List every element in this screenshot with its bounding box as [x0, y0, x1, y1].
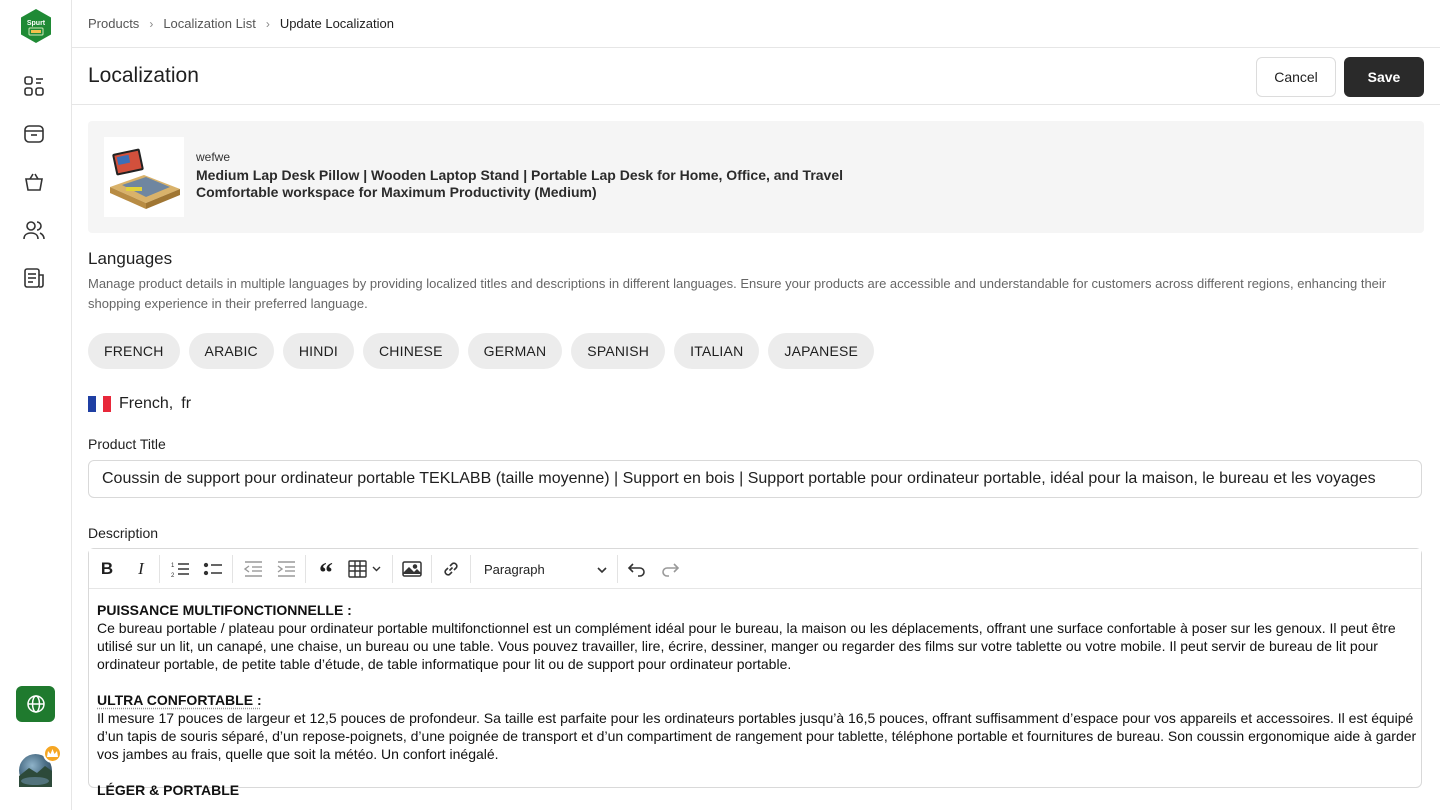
product-sku: wefwe: [196, 150, 231, 164]
language-pill-arabic[interactable]: ARABIC: [189, 333, 274, 369]
france-flag-icon: [88, 396, 111, 412]
language-pill-french[interactable]: FRENCH: [88, 333, 180, 369]
link-icon[interactable]: [440, 557, 462, 581]
description-paragraph: Il mesure 17 pouces de largeur et 12,5 pouces de profondeur. Sa taille est parfaite pour les ordinateurs portables jusqu’à 16,5 pouces, offrant suffisamment d’espace pour vos appareils et accessoires. Il est équipé d’un tapis de souris séparé, d’un repose-poignets, d’une poignée de transport et d’un compartiment de rangement pour tablette, téléphone portable et fournitures de bureau. Son coussin ergonomique aide à garder vos jambes au frais, quelle que soit la météo. Un confort inégalé.: [97, 710, 1417, 762]
toolbar-divider: [232, 555, 233, 583]
product-name: Medium Lap Desk Pillow | Wooden Laptop Stand | Portable Lap Desk for Home, Office, and Travel Comfortable workspace for Maximum Productivity (Medium): [196, 167, 844, 200]
redo-icon[interactable]: [659, 557, 681, 581]
undo-icon[interactable]: [626, 557, 648, 581]
language-pill-spanish[interactable]: SPANISH: [571, 333, 665, 369]
svg-text:Spurt: Spurt: [26, 20, 46, 27]
description-paragraph: Ce bureau portable / plateau pour ordinateur portable multifonctionnel est un complément idéal pour le bureau, la maison ou les déplacements, offrant une surface confortable à poser sur les genoux. Il peut être utilisé sur un lit, un canapé, une chaise, un bureau ou une table. Vous pouvez travailler, lire, écrire, dessiner, manger ou regarder des films sur votre tablette ou votre mobile. Il peut servir de bureau de lit pour ordinateur portable, de petite table d’étude, de table informatique pour lit ou de support pour ordinateur portable.: [97, 620, 1396, 672]
toolbar-divider: [305, 555, 306, 583]
indent-icon[interactable]: [275, 557, 297, 581]
languages-heading: Languages: [88, 249, 173, 268]
selected-language-name: French,: [119, 395, 174, 412]
toolbar-divider: [470, 555, 471, 583]
product-thumbnail: [104, 137, 184, 217]
blockquote-icon[interactable]: “: [319, 558, 333, 589]
language-pill-chinese[interactable]: CHINESE: [363, 333, 459, 369]
shopping-bag-icon[interactable]: [22, 170, 46, 194]
description-heading: PUISSANCE MULTIFONCTIONNELLE :: [97, 602, 352, 618]
italic-icon[interactable]: I: [138, 559, 144, 578]
toolbar-divider: [159, 555, 160, 583]
description-label: Description: [88, 525, 159, 541]
toolbar-divider: [431, 555, 432, 583]
crown-badge-icon: [43, 744, 62, 763]
reports-icon[interactable]: [22, 266, 46, 290]
language-pill-hindi[interactable]: HINDI: [283, 333, 354, 369]
sidebar: [0, 0, 72, 810]
globe-icon[interactable]: [16, 686, 55, 722]
description-heading: ULTRA CONFORTABLE :: [97, 692, 262, 708]
breadcrumb-products[interactable]: Products: [88, 16, 140, 31]
users-icon[interactable]: [22, 218, 46, 242]
languages-description: Manage product details in multiple languages by providing localized titles and descriptions in different languages. Ensure your products are accessible and understandable for customers across different regions, enhancing their shopping experience in their preferred language.: [88, 276, 1387, 311]
bold-icon[interactable]: B: [100, 559, 114, 578]
product-title-input[interactable]: Coussin de support pour ordinateur portable TEKLABB (taille moyenne) | Support en bois | Support portable pour ordinateur portable, idéal pour la maison, le bureau et les voyages: [88, 460, 1422, 498]
breadcrumb-localization-list[interactable]: Localization List: [163, 16, 256, 31]
save-button[interactable]: Save: [1344, 57, 1424, 97]
cancel-button[interactable]: Cancel: [1256, 57, 1336, 97]
image-icon[interactable]: [401, 557, 423, 581]
catalog-icon[interactable]: [22, 122, 46, 146]
paragraph-style-select[interactable]: Paragraph: [476, 557, 608, 581]
language-pill-german[interactable]: GERMAN: [468, 333, 563, 369]
outdent-icon[interactable]: [242, 557, 264, 581]
breadcrumb-update-localization: Update Localization: [279, 16, 395, 31]
language-pill-italian[interactable]: ITALIAN: [674, 333, 759, 369]
page-title: Localization: [88, 64, 199, 87]
chevron-right-icon: ›: [265, 16, 270, 31]
toolbar-divider: [392, 555, 393, 583]
editor-content[interactable]: [97, 601, 1417, 799]
breadcrumb: [72, 0, 1440, 48]
chevron-right-icon: ›: [149, 16, 154, 31]
description-heading: LÉGER & PORTABLE: [97, 782, 240, 798]
page-header: [72, 49, 1440, 105]
svg-text:2: 2: [171, 573, 175, 579]
svg-text:1: 1: [171, 563, 175, 569]
table-icon[interactable]: [347, 557, 385, 581]
selected-language: [88, 394, 191, 414]
bullet-list-icon[interactable]: [202, 557, 224, 581]
spurt-logo[interactable]: [19, 8, 53, 44]
product-title-label: Product Title: [88, 436, 166, 452]
chevron-down-icon: [596, 562, 608, 577]
dashboard-icon[interactable]: [22, 74, 46, 98]
description-editor[interactable]: [88, 548, 1422, 798]
selected-language-code: fr: [181, 395, 192, 412]
numbered-list-icon[interactable]: [169, 557, 191, 581]
language-pill-japanese[interactable]: JAPANESE: [768, 333, 874, 369]
toolbar-divider: [617, 555, 618, 583]
language-pill-list: [88, 333, 874, 369]
product-summary-card: [88, 121, 1424, 233]
editor-toolbar: [89, 549, 1421, 589]
